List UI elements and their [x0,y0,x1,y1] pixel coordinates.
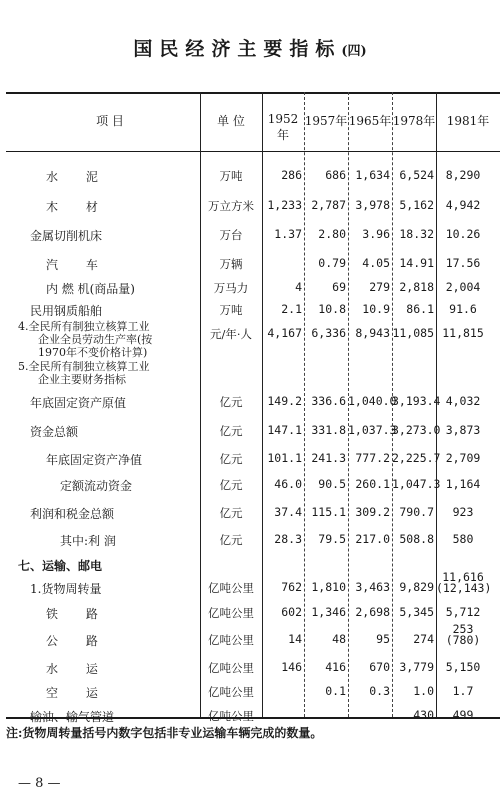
row-value: 2,818 [399,280,434,294]
row-value: 1,040.0 [348,394,397,408]
row-value: 2.80 [318,227,346,241]
row-value: 5,712 [445,605,481,619]
footnote: 注:货物周转量括号内数字包括非专业运输车辆完成的数量。 [6,726,323,740]
row-value: 46.0 [274,477,302,491]
row-label: 铁 路 [46,607,110,621]
row-unit: 亿吨公里 [208,685,254,699]
row-value: 2,709 [445,451,481,465]
row-value: 2.1 [281,302,302,316]
row-value: 5,150 [445,660,481,674]
row-value: 1,164 [445,477,481,491]
row-value: 2,004 [445,280,481,294]
row-label: 定额流动资金 [60,479,133,493]
row-label: 资金总额 [30,425,79,439]
row-label [18,320,152,359]
title-suffix: (四) [341,44,367,59]
row-value: 336.6 [311,394,346,408]
row-label: 木 材 [46,200,110,214]
row-value: 1.37 [274,227,302,241]
row-value: 331.8 [311,423,346,437]
row-label-line: 企业主要财务指标 [38,373,126,386]
row-value: 17.56 [445,256,481,270]
row-value: 69 [332,280,346,294]
row-label-line: 1970年不变价格计算) [38,346,148,359]
row-value-main: 11,616 [442,570,484,584]
row-value: 115.1 [311,505,346,519]
row-value: 14.91 [399,256,434,270]
row-value: 90.5 [318,477,346,491]
row-label: 汽 车 [46,258,110,272]
row-value: 1,810 [311,580,346,594]
table-row [0,415,500,445]
row-value: 762 [281,580,302,594]
table-row [0,386,500,416]
row-label [18,360,150,386]
table-row [0,358,500,388]
table-row [0,160,500,190]
table-row [0,497,500,527]
row-value: 3.96 [362,227,390,241]
row-value: 790.7 [399,505,434,519]
row-value: 274 [413,632,434,646]
row-value: 28.3 [274,532,302,546]
row-value: 8,943 [355,326,390,340]
row-value: 3,978 [355,198,390,212]
row-value: 10.9 [362,302,390,316]
table-row [0,597,500,627]
row-unit: 亿元 [219,533,243,547]
row-value: 499 [452,708,474,722]
header-item: 项 目 [96,114,124,128]
row-value: 4,942 [445,198,481,212]
row-label: 公 路 [46,634,110,648]
row-value: 2,698 [355,605,390,619]
header-year: 1981年 [446,114,490,128]
row-unit: 亿元 [219,506,243,520]
row-value: 5,162 [399,198,434,212]
row-value: 11,815 [442,326,484,340]
row-value: 10.26 [445,227,481,241]
header-year: 1965年 [348,114,392,128]
row-value: 147.1 [267,423,302,437]
row-unit: 万马力 [213,281,249,295]
row-unit: 亿吨公里 [208,709,254,723]
row-unit: 亿吨公里 [208,633,254,647]
row-value: 260.1 [355,477,390,491]
row-value: 101.1 [267,451,302,465]
row-label: 七、运输、邮电 [18,559,103,573]
row-unit: 万台 [219,228,243,242]
row-value: 48 [332,632,346,646]
row-value: 5,345 [399,605,434,619]
row-value: 686 [325,168,346,182]
header-unit: 单 位 [217,114,245,128]
row-unit: 亿元 [219,395,243,409]
row-label: 其中:利 润 [60,534,116,548]
row-value: 86.1 [406,302,434,316]
table-row [0,624,500,654]
row-value: 217.0 [355,532,390,546]
row-value: 79.5 [318,532,346,546]
table-row [0,219,500,249]
row-unit: 万立方米 [208,199,254,213]
table-top-rule [6,92,500,94]
row-unit: 万吨 [219,303,243,317]
row-value: 309.2 [355,505,390,519]
row-value: 6,524 [399,168,434,182]
row-label: 年底固定资产净值 [46,453,143,467]
row-label: 1.货物周转量 [30,582,102,596]
row-label-line: 5.全民所有制独立核算工业 [18,360,150,373]
row-value: 10.8 [318,302,346,316]
row-label: 水 运 [46,662,110,676]
row-unit: 亿吨公里 [208,606,254,620]
row-value: 11,085 [392,326,434,340]
row-label: 民用钢质船舶 [30,304,103,318]
row-unit: 元/年·人 [209,327,253,341]
row-value: 923 [452,505,474,519]
row-label: 水 泥 [46,170,110,184]
title-main: 国民经济主要指标 [133,38,342,60]
row-value: 241.3 [311,451,346,465]
row-value: 37.4 [274,505,302,519]
row-unit: 亿吨公里 [208,661,254,675]
row-unit: 亿元 [219,424,243,438]
row-value: 91.6 [449,302,477,316]
row-label: 内 燃 机(商品量) [46,282,135,296]
row-value: 0.3 [369,684,390,698]
row-label: 年底固定资产原值 [30,396,127,410]
row-value: 4.05 [362,256,390,270]
row-value: 8,290 [445,168,481,182]
row-value: 508.8 [399,532,434,546]
row-value-main: 253 [452,622,474,636]
row-value-sub: (780) [445,633,481,647]
row-label: 空 运 [46,686,110,700]
row-value: 1.0 [413,684,434,698]
row-value: 286 [281,168,302,182]
row-value: 580 [452,532,474,546]
row-value: 3,463 [355,580,390,594]
row-value: 3,273.0 [392,423,441,437]
row-value: 6,336 [311,326,346,340]
row-value: 3,873 [445,423,481,437]
table-row [0,469,500,499]
row-value: 777.2 [355,451,390,465]
row-unit: 亿元 [219,452,243,466]
row-value: 4,032 [445,394,481,408]
row-value: 18.32 [399,227,434,241]
row-value: 2,225.7 [392,451,441,465]
row-value: 670 [369,660,390,674]
row-value: 149.2 [267,394,302,408]
row-value: 1,634 [355,168,390,182]
row-value [436,572,490,594]
row-value: 95 [376,632,390,646]
row-value: 1.7 [452,684,474,698]
row-value: 2,787 [311,198,346,212]
row-value: 9,829 [399,580,434,594]
row-value: 1,346 [311,605,346,619]
row-value: 4 [295,280,302,294]
row-unit: 万辆 [219,257,243,271]
row-value: 1,037.3 [348,423,397,437]
row-value: 14 [288,632,302,646]
row-unit: 亿元 [219,478,243,492]
row-value: 279 [369,280,390,294]
table-row [0,190,500,220]
row-label: 输油、输气管道 [30,710,115,724]
table-row [0,318,500,359]
row-value: 416 [325,660,346,674]
row-value: 430 [413,708,434,722]
row-value: 4,167 [267,326,302,340]
row-label-line: 企业全员劳动生产率(按 [38,333,153,346]
header-year: 1978年 [392,114,436,128]
header-year: 1952年 [267,112,299,142]
row-value: 602 [281,605,302,619]
row-label: 金属切削机床 [30,229,103,243]
row-unit: 亿吨公里 [208,581,254,595]
row-value: 3,193.4 [392,394,441,408]
row-label-line: 4.全民所有制独立核算工业 [18,320,150,333]
row-value [436,624,490,646]
row-value: 1,047.3 [392,477,441,491]
row-value: 0.79 [318,256,346,270]
row-label: 利润和税金总额 [30,507,115,521]
page-number: — 8 — [18,776,61,791]
table-header-rule [6,151,500,152]
row-value: 1,233 [267,198,302,212]
header-year: 1957年 [304,114,348,128]
row-value: 0.1 [325,684,346,698]
row-value: 3,779 [399,660,434,674]
row-unit: 万吨 [219,169,243,183]
page-title [0,34,500,61]
row-value-sub: (12,143) [436,581,492,595]
row-value: 146 [281,660,302,674]
